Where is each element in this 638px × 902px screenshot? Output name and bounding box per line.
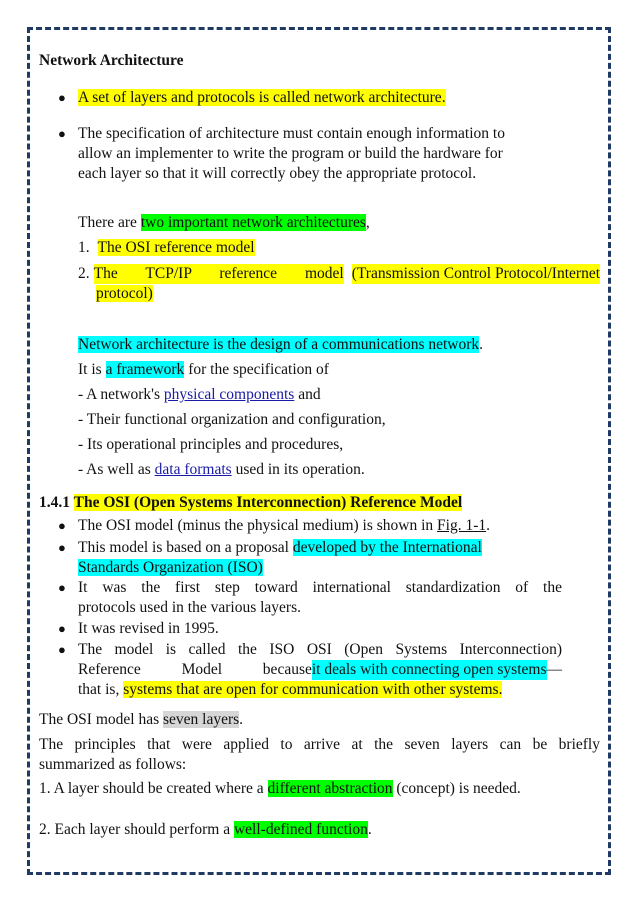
principles-intro	[39, 735, 600, 775]
list-number: 2.	[78, 265, 90, 282]
definition-item-3: - Its operational principles and procedures,	[78, 436, 344, 453]
item-prefix: - As well as	[78, 461, 155, 478]
osi-bullet-5-line1: The model is called the ISO OSI (Open Systems Interconnection)	[78, 641, 562, 658]
osi-bullet-2-line1	[78, 538, 562, 558]
osi-bullet-2-highlight-2: Standards Organization (ISO)	[78, 559, 263, 576]
definition-item-4	[78, 460, 365, 480]
item-suffix: and	[294, 386, 321, 403]
seven-layers-highlight: seven layers	[162, 711, 240, 728]
seven-layers-prefix: The OSI model has	[39, 711, 163, 728]
arch-intro-suffix: ,	[365, 214, 370, 231]
principle-1-suffix: (concept) is needed.	[392, 780, 521, 797]
intro-bullet-2	[78, 124, 562, 184]
osi-bullet-2	[78, 538, 562, 578]
section-title: The OSI (Open Systems Interconnection) Reference Model	[73, 494, 463, 511]
osi-bullet-5-line3-plain: that is,	[78, 681, 124, 698]
bullet-icon: ●	[58, 580, 66, 595]
seven-layers-line	[39, 710, 243, 730]
definition-highlight: Network architecture is the design of a communications network	[78, 336, 480, 353]
principle-1	[39, 779, 521, 799]
item-suffix: used in its operation.	[231, 461, 365, 478]
framework-prefix: It is	[78, 361, 106, 378]
intro-bullet-2-line3: each layer so that it will correctly obey the appropriate protocol.	[78, 165, 477, 182]
osi-bullet-5-line3-highlight: systems that are open for communication with other systems.	[123, 681, 503, 698]
principles-line1: The principles that were applied to arrive at the seven layers can be briefly	[39, 736, 600, 753]
osi-bullet-5-line2-highlight: it deals with connecting open systems	[311, 661, 547, 678]
arch-list-item-2	[78, 264, 600, 304]
osi-bullet-2-highlight-1: developed by the International	[292, 539, 482, 556]
list-text: The OSI reference model	[97, 239, 255, 256]
principle-1-highlight: different abstraction	[267, 780, 393, 797]
list-text-part2: (Transmission Control Protocol/Internet	[351, 265, 600, 282]
osi-bullet-5-line3	[78, 680, 562, 700]
section-number: 1.4.1	[39, 494, 70, 511]
bullet-icon: ●	[58, 540, 66, 555]
osi-bullet-5-line2-dash: —	[546, 661, 562, 678]
principle-2-suffix: .	[367, 821, 372, 838]
list-text-part1	[94, 264, 344, 284]
framework-suffix: for the specification of	[184, 361, 329, 378]
intro-bullet-2-line2: allow an implementer to write the program or build the hardware for	[78, 145, 503, 162]
osi-bullet-5-line2	[78, 660, 562, 680]
framework-line	[78, 360, 329, 380]
definition-line	[78, 335, 483, 355]
bullet-icon: ●	[58, 126, 66, 141]
bullet-icon: ●	[58, 621, 66, 636]
definition-item-2: - Their functional organization and configuration,	[78, 411, 386, 428]
osi-bullet-5	[78, 640, 562, 700]
osi-bullet-2-plain: This model is based on a proposal	[78, 539, 293, 556]
principle-2-highlight: well-defined function	[233, 821, 368, 838]
intro-bullet-1	[78, 88, 562, 108]
osi-bullet-3	[78, 578, 562, 618]
list-text-line2: protocol)	[96, 285, 153, 302]
list-text-part1-label: The TCP/IP reference model	[93, 265, 344, 282]
osi-bullet-4: It was revised in 1995.	[78, 620, 219, 637]
osi-bullet-1	[78, 516, 562, 536]
arch-list-item-1	[78, 238, 255, 258]
bullet-icon: ●	[58, 642, 66, 657]
definition-item-1	[78, 385, 321, 405]
osi-bullet-5-line2-plain: Reference Model because	[78, 661, 312, 678]
osi-bullet-2-line2	[78, 558, 562, 578]
principle-2	[39, 820, 372, 840]
arch-intro	[78, 213, 370, 233]
intro-bullet-1-text: A set of layers and protocols is called network architecture.	[78, 89, 446, 106]
item-prefix: - A network's	[78, 386, 164, 403]
bullet-icon: ●	[58, 90, 66, 105]
definition-period: .	[479, 336, 484, 353]
principle-2-prefix: 2. Each layer should perform a	[39, 821, 234, 838]
section-heading	[39, 493, 462, 513]
arch-list-item-2-line1	[78, 264, 600, 284]
physical-components-link[interactable]: physical components	[163, 386, 295, 403]
osi-bullet-1-text: The OSI model (minus the physical medium) is shown in	[78, 517, 438, 534]
osi-bullet-3-line2: protocols used in the various layers.	[78, 599, 301, 616]
fig-1-1-reference[interactable]: Fig. 1-1	[437, 517, 487, 534]
arch-intro-highlight: two important network architectures	[140, 214, 366, 231]
osi-bullet-3-line1: It was the first step toward international standardization of the	[78, 579, 562, 596]
arch-intro-prefix: There are	[78, 214, 141, 231]
seven-layers-suffix: .	[239, 711, 244, 728]
intro-bullet-2-line1: The specification of architecture must contain enough information to	[78, 125, 505, 142]
principle-1-prefix: 1. A layer should be created where a	[39, 780, 268, 797]
arch-list-item-2-line2	[78, 284, 600, 304]
principles-line2: summarized as follows:	[39, 756, 187, 773]
osi-bullet-1-end: .	[486, 517, 491, 534]
framework-highlight: a framework	[105, 361, 185, 378]
bullet-icon: ●	[58, 518, 66, 533]
data-formats-link[interactable]: data formats	[154, 461, 232, 478]
page-heading: Network Architecture	[39, 52, 184, 69]
list-number: 1.	[78, 239, 90, 256]
